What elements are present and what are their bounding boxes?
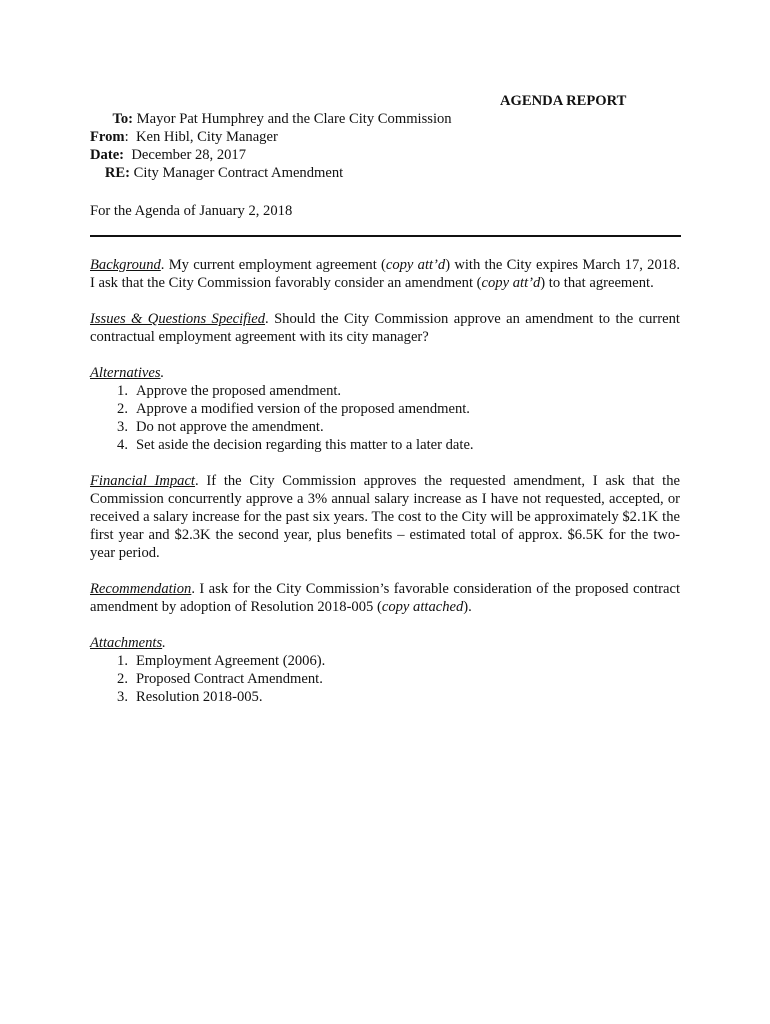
memo-re-label: RE: (104, 165, 130, 181)
memo-to-value: Mayor Pat Humphrey and the Clare City Commission (136, 111, 452, 127)
list-item-number: 4. (117, 437, 128, 453)
list-item (90, 652, 680, 670)
financial-paragraph: Financial Impact. If the City Commission approves the requested amendment, I ask that the Commission concurrently approve a 3% annual salary increase as I have not requested, accepted, or received a salary increase for the past six years. The cost to the City will be approximately $2.1K the first year and $2.3K the second year, plus benefits – estimated total of approx. $6.5K for the two-year period. (90, 473, 680, 561)
list-item-text: Approve a modified version of the proposed amendment. (136, 401, 470, 417)
memo-re-value: City Manager Contract Amendment (133, 165, 344, 181)
memo-date-value: December 28, 2017 (131, 147, 247, 163)
list-item (90, 400, 680, 418)
list-item-number: 2. (117, 401, 128, 417)
agenda-date-line: For the Agenda of January 2, 2018 (90, 203, 293, 219)
memo-from-row (90, 128, 680, 146)
memo-from-label: From (90, 129, 125, 145)
background-paragraph: Background. My current employment agreement (copy att’d) with the City expires March 17, 2018. I ask that the City Commission favorably consider an amendment (copy att’d) to that agreement. (90, 257, 681, 291)
memo-to-row (90, 110, 680, 128)
memo-date-label: Date: (90, 147, 125, 163)
memo-from-value: Ken Hibl, City Manager (135, 129, 278, 145)
list-item (90, 670, 680, 688)
list-item (90, 688, 680, 706)
recommendation-heading: Recommendation (90, 581, 192, 597)
alternatives-list (90, 382, 680, 454)
attachments-label: Attachments. (90, 635, 166, 651)
list-item-text: Set aside the decision regarding this matter to a later date. (136, 437, 474, 453)
list-item-text: Do not approve the amendment. (136, 419, 324, 435)
list-item-text: Employment Agreement (2006). (136, 653, 326, 669)
list-item-text: Resolution 2018-005. (136, 689, 263, 705)
memo-to-label: To: (112, 111, 133, 127)
background-text-2: ) with the City expires March 17, 2018. I ask that the City Commission favorably consider an amendment ( (90, 257, 681, 291)
memo-date-row (90, 146, 680, 164)
list-item-number: 3. (117, 419, 128, 435)
background-text-3: ) to that agreement. (540, 275, 654, 291)
memo-from-colon: : (124, 129, 129, 145)
recommendation-text-1: I ask for the City Commission’s favorable consideration of the proposed contract amendment by adoption of Resolution 2018-005 ( (90, 581, 681, 615)
attachments-list (90, 652, 680, 706)
attachments-heading: Attachments (90, 635, 163, 651)
list-item-number: 1. (117, 383, 128, 399)
list-item-number: 2. (117, 671, 128, 687)
list-item (90, 418, 680, 436)
background-heading: Background (90, 257, 161, 273)
alternatives-label: Alternatives. (90, 365, 165, 381)
list-item (90, 436, 680, 454)
issues-paragraph: Issues & Questions Specified. Should the City Commission approve an amendment to the current contractual employment agreement with its city manager? (90, 311, 680, 345)
memo-re-row (90, 164, 680, 182)
list-item-text: Approve the proposed amendment. (136, 383, 342, 399)
list-item (90, 382, 680, 400)
financial-text: If the City Commission approves the requested amendment, I ask that the Commission concurrently approve a 3% annual salary increase as I have not requested, accepted, or received a salary increase for the past six years. The cost to the City will be approximately $2.1K the first year and $2.3K the second year, plus benefits – estimated total of approx. $6.5K for the two-year period. (90, 473, 680, 561)
report-title: AGENDA REPORT (500, 93, 627, 109)
memo-header (90, 110, 680, 182)
issues-heading: Issues & Questions Specified (90, 311, 266, 327)
alternatives-heading: Alternatives (90, 365, 161, 381)
list-item-number: 1. (117, 653, 128, 669)
issues-text: Should the City Commission approve an amendment to the current contractual employment agreement with its city manager? (90, 311, 680, 345)
recommendation-paragraph: Recommendation. I ask for the City Commission’s favorable consideration of the proposed contract amendment by adoption of Resolution 2018-005 (copy attached). (90, 581, 681, 615)
recommendation-text-2: ). (463, 599, 472, 615)
list-item-number: 3. (117, 689, 128, 705)
report-body (90, 256, 680, 724)
background-copy-1: copy att’d (385, 257, 446, 273)
financial-heading: Financial Impact (90, 473, 195, 489)
list-item-text: Proposed Contract Amendment. (136, 671, 323, 687)
background-text-1: My current employment agreement ( (168, 257, 386, 273)
recommendation-copy: copy attached (381, 599, 464, 615)
background-copy-2: copy att’d (481, 275, 541, 291)
horizontal-rule (90, 235, 681, 237)
